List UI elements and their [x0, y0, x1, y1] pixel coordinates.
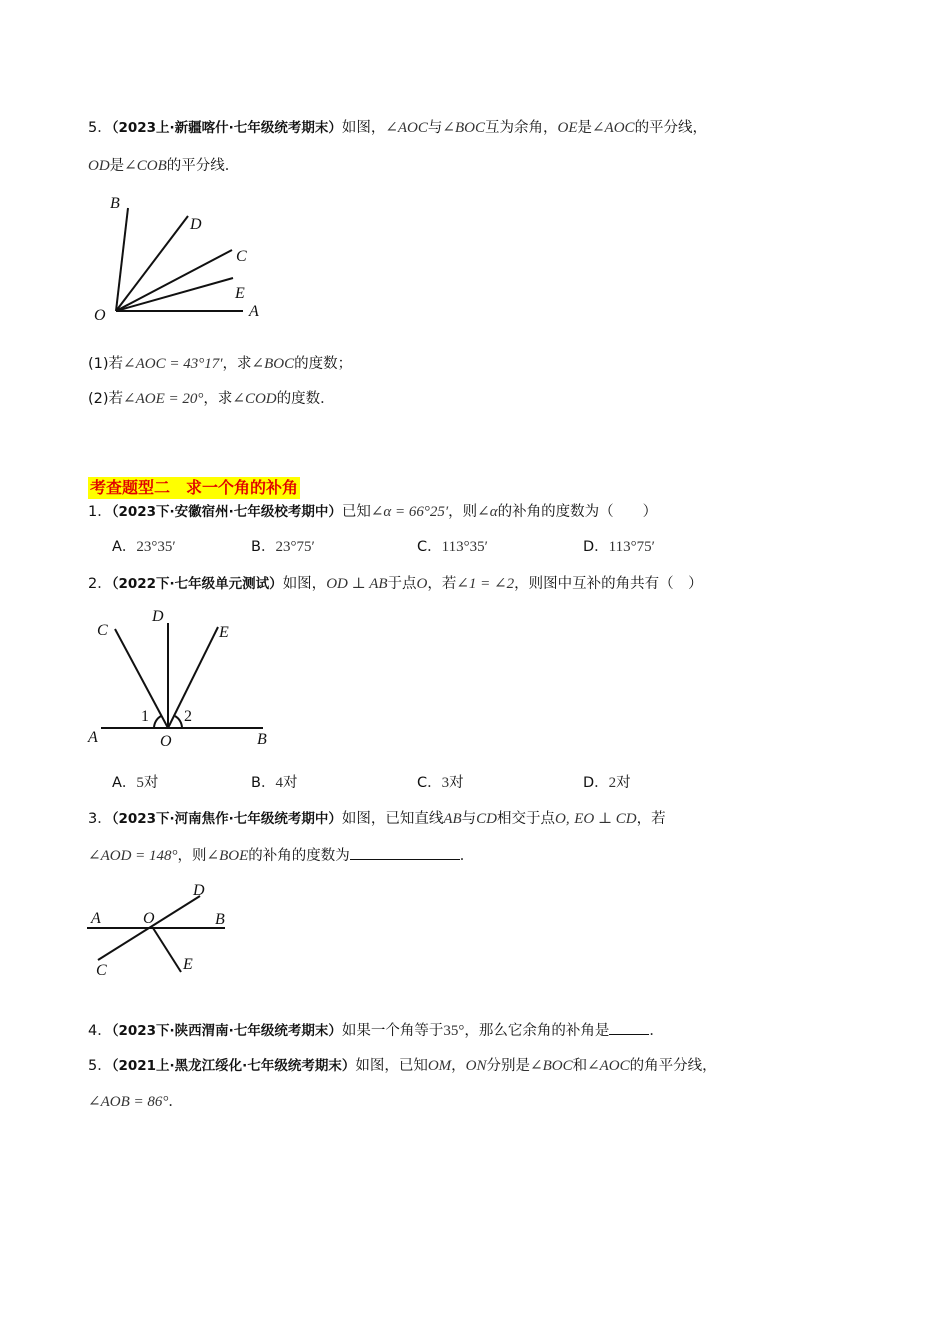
question-text: 如图，已知 [355, 1058, 428, 1074]
option-unit: 对 [282, 775, 298, 791]
math-expr: O [416, 576, 428, 592]
question-5b-line-2 [88, 1092, 183, 1112]
question-5b-line-1 [88, 1056, 717, 1076]
math-expr: ON [465, 1058, 487, 1074]
section-heading: 考查题型二 求一个角的补角 [90, 478, 299, 497]
question-3-line-2 [88, 845, 474, 866]
math-expr: ∠BOE [206, 848, 249, 864]
question-text: 已知 [341, 504, 371, 520]
question-text: 相交于点 [497, 811, 555, 827]
option-letter: B． [251, 539, 276, 555]
angle-2-arc [175, 716, 182, 728]
angle-figure-2 [85, 605, 285, 755]
question-3-line-1 [88, 809, 666, 829]
math-expr: EO ⊥ CD [574, 811, 637, 827]
option-a [112, 537, 176, 557]
option-letter: C． [417, 775, 442, 791]
label-C: C [97, 622, 108, 639]
option-letter: C． [417, 539, 442, 555]
ray-OE [116, 278, 233, 311]
answer-blank[interactable] [609, 1020, 649, 1035]
ray-OE [153, 928, 181, 972]
math-expr: CD [476, 811, 497, 827]
option-d [583, 773, 631, 793]
math-expr: ∠AOC [385, 120, 428, 136]
math-expr: ∠AOC = 43°17′ [123, 356, 223, 372]
question-text: 是 [577, 120, 592, 136]
option-c [417, 537, 488, 557]
question-5-line-1 [88, 118, 707, 138]
option-unit: 对 [616, 775, 631, 791]
option-letter: A． [112, 539, 137, 555]
label-C: C [236, 248, 247, 265]
question-text: ，则 [448, 504, 478, 520]
label-B: B [257, 731, 267, 748]
question-text: 于点 [387, 576, 417, 592]
angle-figure-3 [85, 878, 245, 978]
question-text: ，若 [636, 811, 666, 827]
question-source: （2023下·安徽宿州·七年级校考期中） [111, 504, 342, 520]
question-source: （2023下·河南焦作·七年级统考期中） [111, 811, 342, 827]
math-expr: ∠COD [232, 391, 277, 407]
option-c [417, 773, 464, 793]
angle-1-arc [154, 716, 161, 728]
question-source: （2023下·陕西渭南·七年级统考期末） [111, 1023, 342, 1039]
question-number: 3． [88, 811, 112, 827]
option-letter: D． [583, 775, 609, 791]
label-O: O [143, 910, 155, 927]
label-E: E [235, 285, 245, 302]
option-b [251, 773, 297, 793]
sub-question-label: (1)若 [88, 356, 124, 372]
math-expr: ∠COB [124, 158, 167, 174]
question-text: ，若 [427, 576, 457, 592]
question-text: 的平分线， [634, 120, 708, 136]
question-2-line [88, 574, 703, 594]
question-text: ． [649, 1023, 664, 1039]
question-text: ，求 [222, 356, 252, 372]
ray-OE [168, 627, 218, 728]
math-expr: OE [557, 120, 578, 136]
ray-OB [116, 208, 128, 311]
label-C: C [96, 962, 107, 979]
math-expr: OD [88, 158, 110, 174]
option-value: 113°35′ [441, 539, 488, 555]
ray-OC [116, 250, 232, 311]
question-5-sub-2 [88, 389, 335, 409]
option-d [583, 537, 655, 557]
math-expr: AB [443, 811, 462, 827]
label-E: E [219, 624, 229, 641]
question-5-line-2 [88, 156, 239, 176]
question-text: 与 [427, 120, 443, 136]
option-a [112, 773, 158, 793]
question-number: 2． [88, 576, 112, 592]
math-expr: ∠AOB = 86° [88, 1094, 169, 1110]
math-expr: ∠AOE = 20° [123, 391, 204, 407]
question-text: 和 [572, 1058, 588, 1074]
math-expr: ∠AOC [591, 120, 635, 136]
label-A: A [249, 303, 259, 320]
label-A: A [88, 729, 98, 746]
sub-question-label: (2)若 [88, 391, 124, 407]
question-number: 4． [88, 1023, 112, 1039]
option-value: 3 [441, 775, 450, 791]
label-O: O [94, 307, 106, 324]
question-text: ， [451, 1058, 466, 1074]
question-text: ． [459, 848, 475, 864]
math-expr: ∠α = 66°25′ [370, 504, 449, 520]
option-letter: B． [251, 775, 276, 791]
angle-figure-1 [88, 190, 278, 330]
question-1-line [88, 502, 657, 522]
question-text: 分别是 [486, 1058, 530, 1074]
label-D: D [152, 608, 164, 625]
question-text: 如图， [282, 576, 327, 592]
option-value: 4 [275, 775, 283, 791]
option-letter: A． [112, 775, 137, 791]
label-angle-2: 2 [184, 708, 192, 725]
option-unit: 对 [449, 775, 464, 791]
question-text: ，则图中互补的角共有（ ） [514, 576, 703, 592]
question-source: （2022下·七年级单元测试） [111, 576, 283, 592]
label-angle-1: 1 [141, 708, 149, 725]
question-text: 互为余角， [484, 120, 558, 136]
math-expr: ∠AOD = 148° [88, 848, 178, 864]
label-O: O [160, 733, 172, 750]
option-value: 23°75′ [275, 539, 315, 555]
math-expr: OM [427, 1058, 452, 1074]
math-expr: ∠AOC [587, 1058, 630, 1074]
label-A: A [91, 910, 101, 927]
answer-blank[interactable] [350, 845, 460, 860]
question-text: 如图， [341, 120, 386, 136]
question-text: 是 [109, 158, 125, 174]
option-value: 23°35′ [136, 539, 176, 555]
label-B: B [215, 911, 225, 928]
option-b [251, 537, 315, 557]
question-text: 的度数． [276, 391, 335, 407]
label-D: D [193, 882, 205, 899]
math-expr: ∠1 = ∠2 [456, 576, 515, 592]
option-value: 2 [608, 775, 617, 791]
question-text: ，求 [203, 391, 233, 407]
math-expr: ∠BOC [530, 1058, 573, 1074]
question-text: 的度数； [294, 356, 353, 372]
question-text: 的平分线． [166, 158, 240, 174]
question-text: 的补角的度数为（ ） [497, 504, 658, 520]
option-unit: 对 [143, 775, 159, 791]
ray-OD [116, 216, 188, 311]
label-B: B [110, 195, 120, 212]
question-text: ，那么它余角的补角是 [464, 1023, 610, 1039]
option-letter: D． [583, 539, 609, 555]
question-text: 与 [461, 811, 477, 827]
question-source: （2021上·黑龙江绥化·七年级统考期末） [111, 1058, 356, 1074]
math-expr: ∠BOC [442, 120, 485, 136]
option-value: 5 [136, 775, 144, 791]
math-expr: OD ⊥ AB [326, 576, 388, 592]
question-5-sub-1 [88, 354, 352, 374]
math-expr: ∠BOC [251, 356, 295, 372]
question-text: 的补角的度数为 [248, 848, 350, 864]
math-expr: O, [555, 811, 570, 827]
question-4-line [88, 1020, 664, 1041]
question-number: 5． [88, 1058, 112, 1074]
question-text: ，则 [177, 848, 207, 864]
label-D: D [190, 216, 202, 233]
math-expr: ∠α [477, 504, 498, 520]
question-source: （2023上·新疆喀什·七年级统考期末） [111, 120, 342, 136]
question-text: 如图，已知直线 [341, 811, 444, 827]
math-expr: 35° [443, 1023, 465, 1039]
question-text: 的角平分线， [629, 1058, 717, 1074]
label-E: E [183, 956, 193, 973]
option-value: 113°75′ [608, 539, 655, 555]
question-text: ． [168, 1094, 183, 1110]
question-number: 1． [88, 504, 112, 520]
question-number: 5． [88, 120, 112, 136]
question-text: 如果一个角等于 [341, 1023, 444, 1039]
